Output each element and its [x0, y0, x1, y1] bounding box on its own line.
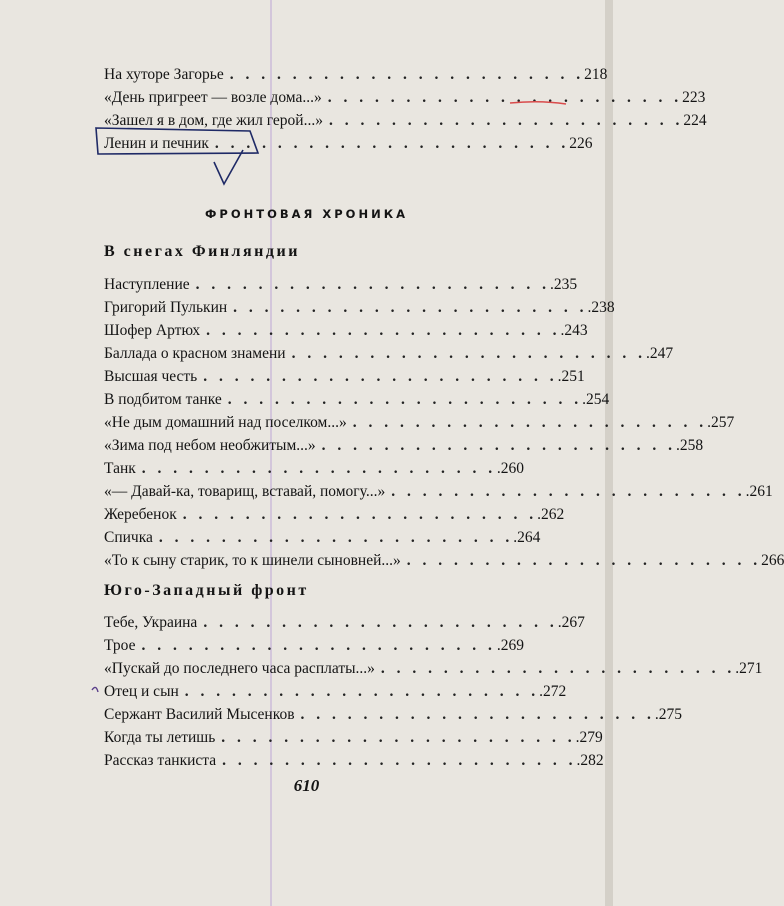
leader-dots: . . . . . . . . . . . . . . . . . . . . . . .	[203, 614, 558, 631]
entry-title: «День пригреет — возле дома...»	[104, 89, 322, 106]
entry-title: Григорий Пулькин	[104, 299, 228, 316]
entry-title: На хуторе Загорье	[104, 66, 224, 83]
entry-title: Отец и сын	[104, 683, 179, 700]
entry-page: 223	[682, 89, 706, 106]
leader-dots: . . . . . . . . . . . . . . . . . . . . . . .	[222, 752, 577, 769]
entry-title: Спичка	[104, 529, 153, 546]
entry-page: .258	[676, 437, 704, 454]
entry-title: Сержант Василий Мысенков	[104, 706, 295, 723]
pen-box-mark	[96, 128, 258, 154]
entry-page: .257	[707, 414, 735, 431]
entry-page: 224	[683, 112, 707, 129]
entry-page: .243	[560, 322, 588, 339]
entry-title: «Зима под небом необжитым...»	[104, 437, 316, 454]
entry-page: .279	[575, 729, 603, 746]
entry-page: .271	[735, 660, 763, 677]
entry-page: .251	[557, 368, 585, 385]
leader-dots: . . . . . . . . . . . . . . . . . . . . . . .	[141, 460, 497, 477]
leader-dots: . . . . . . . . . . . . . . . . . . . . . . .	[229, 66, 585, 83]
leader-dots: . . . . . . . . . . . . . . . . . . . . . . .	[291, 345, 646, 362]
red-underline-mark	[510, 102, 566, 104]
leader-dots: . . . . . . . . . . . . . . . . . . . . . . .	[195, 276, 551, 293]
entry-title: Трое	[104, 637, 136, 654]
entry-page: .282	[576, 752, 604, 769]
leader-dots: . . . . . . . . . . . . . . . . . . . . . . .	[184, 683, 540, 700]
leader-dots: . . . . . . . . . . . . . . . . . . . . . . .	[203, 368, 558, 385]
entry-page: .272	[539, 683, 567, 700]
entry-page: .260	[496, 460, 524, 477]
page-number: 610	[293, 776, 320, 795]
entry-page: .269	[496, 637, 524, 654]
entry-page: .238	[587, 299, 615, 316]
entry-page: .262	[537, 506, 565, 523]
leader-dots: . . . . . . . . . . . . . . . . . . . . . . .	[227, 391, 583, 408]
leader-dots: . . . . . . . . . . . . . . . . . . . . . . .	[352, 414, 708, 431]
section-heading: ФРОНТОВАЯ ХРОНИКА	[205, 207, 408, 221]
entry-title: Баллада о красном знамени	[104, 345, 286, 362]
entry-title: Ленин и печник	[104, 135, 209, 152]
entry-title: В подбитом танке	[104, 391, 222, 408]
entry-title: Танк	[104, 460, 136, 477]
leader-dots: . . . . . . . . . . . . . . . . . . . . . . .	[321, 437, 677, 454]
entry-title: Высшая честь	[104, 368, 198, 385]
pen-check-mark	[214, 150, 243, 184]
leader-dots: . . . . . . . . . . . . . . . . . . . . . . .	[327, 89, 683, 106]
entry-title: Тебе, Украина	[104, 614, 198, 631]
entry-page: .235	[550, 276, 578, 293]
entry-title: Когда ты летишь	[104, 729, 216, 746]
leader-dots: . . . . . . . . . . . . . . . . . . . . . . .	[221, 729, 576, 746]
entry-page: .267	[557, 614, 585, 631]
entry-page: .254	[582, 391, 610, 408]
entry-page: .261	[745, 483, 773, 500]
subsection-heading-finland: В снегах Финляндии	[104, 243, 300, 260]
entry-title: «Пускай до последнего часа расплаты...»	[104, 660, 375, 677]
leader-dots: . . . . . . . . . . . . . . . . . . . . . . .	[391, 483, 746, 500]
entry-title: «Не дым домашний над поселком...»	[104, 414, 347, 431]
subsection-heading-southwest: Юго-Западный фронт	[104, 582, 309, 599]
entry-title: «— Давай-ка, товарищ, вставай, помогу...»	[104, 483, 386, 500]
entry-page: .247	[645, 345, 674, 362]
pen-dot-mark	[92, 687, 98, 692]
entry-page: .275	[654, 706, 683, 723]
leader-dots: . . . . . . . . . . . . . . . . . . . . . . .	[328, 112, 684, 129]
entry-page: 218	[584, 66, 608, 83]
entry-page: 266	[761, 552, 784, 569]
entry-title: Наступление	[104, 276, 190, 293]
entry-title: «То к сыну старик, то к шинели сыновней...»	[104, 552, 401, 569]
leader-dots: . . . . . . . . . . . . . . . . . . . . . . .	[380, 660, 736, 677]
leader-dots: . . . . . . . . . . . . . . . . . . . . . . .	[141, 637, 496, 654]
leader-dots: . . . . . . . . . . . . . . . . . . . . . . .	[182, 506, 538, 523]
entry-title: Рассказ танкиста	[104, 752, 217, 769]
entry-title: Шофер Артюх	[104, 322, 201, 339]
entry-title: Жеребенок	[104, 506, 177, 523]
leader-dots: . . . . . . . . . . . . . . . . . . . . . . .	[214, 135, 570, 152]
leader-dots: . . . . . . . . . . . . . . . . . . . . . . .	[158, 529, 514, 546]
leader-dots: . . . . . . . . . . . . . . . . . . . . . . .	[233, 299, 588, 316]
entry-page: 226	[569, 135, 593, 152]
leader-dots: . . . . . . . . . . . . . . . . . . . . . . .	[300, 706, 655, 723]
entry-page: .264	[513, 529, 541, 546]
leader-dots: . . . . . . . . . . . . . . . . . . . . . . .	[206, 322, 561, 339]
leader-dots: . . . . . . . . . . . . . . . . . . . . . . .	[406, 552, 762, 569]
entry-title: «Зашел я в дом, где жил герой...»	[104, 112, 323, 129]
